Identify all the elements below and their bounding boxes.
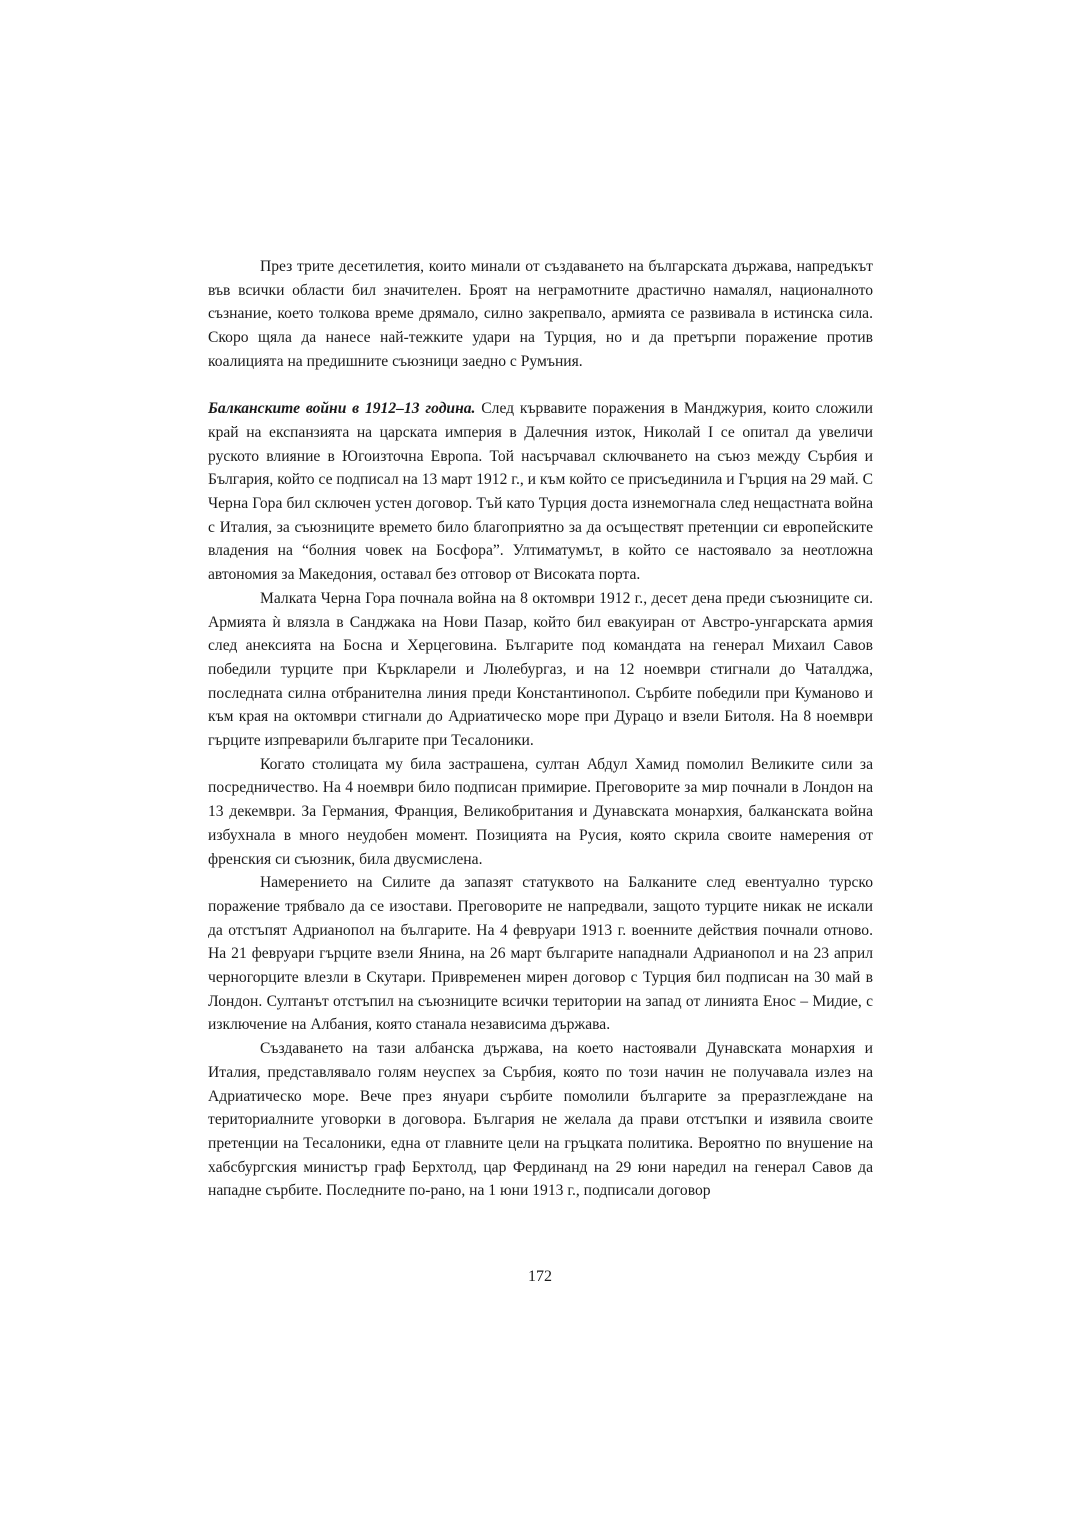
section-first-paragraph [208,397,873,587]
paragraph-armistice: Когато столицата му била застрашена, султан Абдул Хамид помолил Великите сили за посредничество. На 4 ноември било подписан примирие. Преговорите за мир почнали в Лондон на 13 декември. За Германия, Франция, Великобритания и Дунавската монархия, балканската война избухнала в много неудобен момент. Позицията на Русия, която скрила своите намерения от френския си съюзник, била двусмислена. [208,755,873,868]
paragraph-montenegro-war: Малката Черна Гора почнала война на 8 октомври 1912 г., десет дена преди съюзниците си. Армията ѝ влязла в Санджака на Нови Пазар, който бил евакуиран от Австро-унгарската армия след анексията на Босна и Херцеговина. Българите под командата на генерал Михаил Савов победили турците при Къркларели и Люлебургаз, и на 12 ноември стигнали до Чаталджа, последната силна отбранителна линия преди Константинопол. Сърбите победили при Куманово и към края на октомври стигнали до Адриатическо море при Дурацо и взели Битоля. На 8 ноември гърците изпреварили българите при Тесалоники. [208,589,873,750]
section-first-paragraph-text: След кървавите поражения в Манджурия, които сложили край на експанзията на царската империя в Далечния изток, Николай I се опитал да увеличи руското влияние в Югоизточна Европа. Той насърчавал сключването на съюз между Сърбия и България, който се подписал на 13 март 1912 г., и към който се присъединила и Гърция на 29 май. С Черна Гора бил сключен устен договор. Тъй като Турция доста изнемогнала след нещастната война с Италия, за съюзниците времето било благоприятно за да осъществят претенции си европейските владения на “болния човек на Босфора”. Ултиматумът, в който се настоявало за неотложна автономия за Македония, оставал без отговор от Високата порта. [208,400,873,584]
paragraph-status-quo: Намерението на Силите да запазят статуквото на Балканите след евентуално турско поражение трябвало да се изостави. Преговорите не напредвали, защото турците никак не искали да отстъпят Адрианопол на българите. На 4 февруари 1913 г. военните действия почнали отново. На 21 февруари гърците взели Янина, на 26 март българите нападнали Адрианопол и на 23 април черногорците влезли в Скутари. Привременен мирен договор с Турция бил подписан на 30 май в Лондон. Султанът отстъпил на съюзниците всички територии на запад от линията Енос – Мидие, с изключение на Албания, която станала независима държава. [208,874,873,1034]
text-block [208,255,873,1203]
section-gap [208,374,873,398]
paragraph-albania: Създаването на тази албанска държава, на което настоявали Дунавската монархия и Италия, представлявало голям неуспех за Сърбия, която по този начин не получавала излез на Адриатическо море. Вече през януари сърбите помолили българите за преразглеждане на териториалните уговорки в договора. България не желала да прави отстъпки и изявила своите претенции на Тесалоники, една от главните цели на гръцката политика. Вероятно по внушение на хабсбургския министър граф Берхтолд, цар Фердинанд на 29 юни наредил на генерал Савов да нападне сърбите. Последните по-рано, на 1 юни 1913 г., подписали договор [208,1040,873,1200]
intro-paragraph: През трите десетилетия, които минали от създаването на българската държава, напредъкът във всички области бил значителен. Броят на неграмотните драстично намалял, националното съзнание, което толкова време дрямало, силно закрепвало, армията се развивала в истинска сила. Скоро щяла да нанесе най-тежките удари на Турция, но и да претърпи поражение против коалицията на предишните съюзници заедно с Румъния. [208,258,873,370]
page-body [208,255,873,1203]
page-number: 172 [528,1268,552,1285]
section-heading: Балканските войни в 1912–13 година. [208,400,476,418]
